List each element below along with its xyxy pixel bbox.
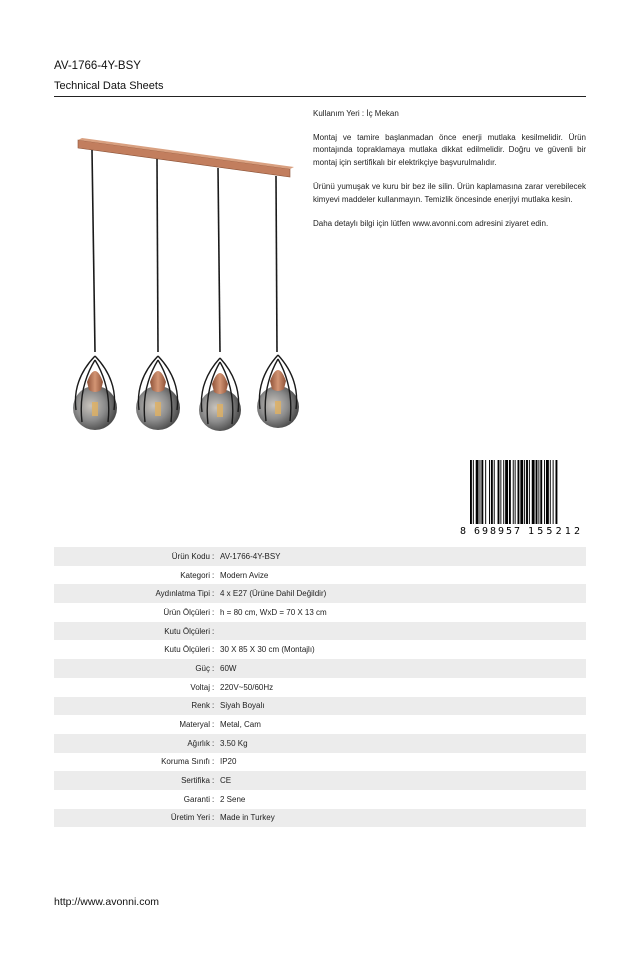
cord-4 [276, 176, 277, 352]
barcode-bar [476, 460, 479, 524]
cord-1 [92, 150, 95, 352]
barcode-bar [503, 460, 504, 524]
barcode-bar [526, 460, 528, 524]
barcode-bar [498, 460, 500, 524]
product-code-header: AV-1766-4Y-BSY [54, 60, 141, 72]
spec-label: Kutu Ölçüleri [164, 626, 210, 636]
spec-label: Sertifika [181, 776, 210, 786]
barcode-bar [509, 460, 511, 524]
spec-row [54, 715, 586, 734]
spec-value: Modern Avize [220, 570, 269, 580]
spec-separator: : [212, 551, 215, 561]
spec-value: CE [220, 776, 232, 786]
barcode-bar [550, 460, 551, 524]
spec-row [54, 659, 586, 678]
barcode-bar [518, 460, 520, 524]
spec-value: Made in Turkey [220, 813, 275, 823]
pendant-4 [257, 355, 299, 428]
spec-row [54, 734, 586, 753]
spec-value: 3.50 Kg [220, 738, 248, 748]
pendant-3 [199, 358, 241, 431]
spec-value: Metal, Cam [220, 720, 261, 730]
spec-table [54, 547, 586, 827]
more-info-text: Daha detaylı bilgi için lütfen www.avonni.com adresini ziyaret edin. [313, 219, 549, 228]
spec-row [54, 809, 586, 828]
pendant-1 [73, 356, 117, 430]
barcode-bars [470, 460, 557, 524]
spec-separator: : [212, 776, 215, 786]
barcode-bar [546, 460, 549, 524]
spec-row [54, 584, 586, 603]
barcode-bar [470, 460, 472, 524]
spec-separator: : [212, 720, 215, 730]
spec-label: Renk [191, 701, 210, 711]
product-image [54, 112, 310, 448]
barcode-bar [520, 460, 523, 524]
spec-row [54, 753, 586, 772]
usage-text: Kullanım Yeri : İç Mekan [313, 109, 399, 118]
spec-row [54, 566, 586, 585]
spec-separator: : [212, 757, 215, 767]
barcode-group-1: 698957 [474, 526, 520, 536]
spec-row [54, 603, 586, 622]
barcode-bar [489, 460, 490, 524]
spec-label: Kategori [180, 570, 210, 580]
spec-value: 60W [220, 663, 237, 673]
cord-3 [218, 168, 220, 352]
document-subtitle: Technical Data Sheets [54, 80, 164, 92]
spec-separator: : [212, 682, 215, 692]
spec-value: h = 80 cm, WxD = 70 X 13 cm [220, 607, 327, 617]
spec-label: Voltaj [190, 682, 210, 692]
spec-label: Materyal [179, 720, 210, 730]
ceiling-bar [78, 140, 290, 177]
care-instructions: Ürünü yumuşak ve kuru bir bez ile silin. Ürün kaplamasına zarar verebilecek kimyevi maddeler kullanmayın. Temizlik öncesinde enerjiyi mutlaka kesin. [313, 182, 586, 204]
spec-label: Ürün Ölçüleri [163, 607, 210, 617]
barcode-first-digit: 8 [460, 526, 467, 536]
spec-label: Ağırlık [187, 738, 210, 748]
spec-value: 2 Sene [220, 794, 246, 804]
barcode-group-2: 155212 [528, 526, 580, 536]
spec-label: Üretim Yeri [170, 813, 210, 823]
barcode-bar [481, 460, 483, 524]
spec-value: Siyah Boyalı [220, 701, 265, 711]
spec-separator: : [212, 607, 215, 617]
barcode-bar [505, 460, 508, 524]
barcode-bar [524, 460, 525, 524]
spec-label: Kutu Ölçüleri [164, 645, 210, 655]
spec-row [54, 771, 586, 790]
barcode-bar [485, 460, 486, 524]
spec-row [54, 678, 586, 697]
spec-row [54, 547, 586, 566]
header-divider [54, 96, 586, 97]
spec-separator: : [212, 738, 215, 748]
barcode-bar [473, 460, 474, 524]
barcode-bar [529, 460, 530, 524]
barcode-bar [556, 460, 558, 524]
spec-value: 220V~50/60Hz [220, 682, 274, 692]
barcode-bar [515, 460, 516, 524]
footer-url[interactable]: http://www.avonni.com [54, 896, 160, 908]
spec-row [54, 622, 586, 641]
spec-label: Aydınlatma Tipi [155, 589, 210, 599]
barcode-bar [536, 460, 538, 524]
spec-separator: : [212, 663, 215, 673]
spec-row [54, 697, 586, 716]
spec-row [54, 640, 586, 659]
spec-value: 30 X 85 X 30 cm (Montajlı) [220, 645, 315, 655]
spec-label: Garanti [183, 794, 210, 804]
barcode-bar [494, 460, 495, 524]
barcode-bar [540, 460, 542, 524]
spec-value: IP20 [220, 757, 237, 767]
spec-separator: : [212, 645, 215, 655]
spec-value: AV-1766-4Y-BSY [220, 551, 281, 561]
barcode-bar [500, 460, 501, 524]
cord-2 [157, 159, 158, 352]
spec-separator: : [212, 626, 215, 636]
spec-value: 4 x E27 (Ürüne Dahil Değildir) [220, 589, 327, 599]
barcode-bar [538, 460, 539, 524]
spec-label: Ürün Kodu [171, 551, 210, 561]
info-panel [313, 108, 586, 243]
spec-label: Koruma Sınıfı [161, 757, 210, 767]
spec-row [54, 790, 586, 809]
barcode-bar [553, 460, 554, 524]
barcode-bar [532, 460, 535, 524]
barcode-bar [480, 460, 481, 524]
installation-warning: Montaj ve tamire başlanmadan önce enerji mutlaka kesilmelidir. Ürün montajında topraklamaya mutlaka dikkat edilmelidir. Doğru ve güvenli bir montaj için sertifikalı bir elektrikçiye başvurulmalıdır. [313, 132, 586, 167]
barcode [460, 460, 586, 536]
spec-separator: : [212, 813, 215, 823]
barcode-bar [544, 460, 545, 524]
barcode-bar [491, 460, 493, 524]
spec-label: Güç [195, 663, 210, 673]
spec-separator: : [212, 570, 215, 580]
barcode-bar [513, 460, 514, 524]
spec-separator: : [212, 794, 215, 804]
spec-separator: : [212, 589, 215, 599]
pendant-2 [136, 356, 180, 430]
spec-separator: : [212, 701, 215, 711]
